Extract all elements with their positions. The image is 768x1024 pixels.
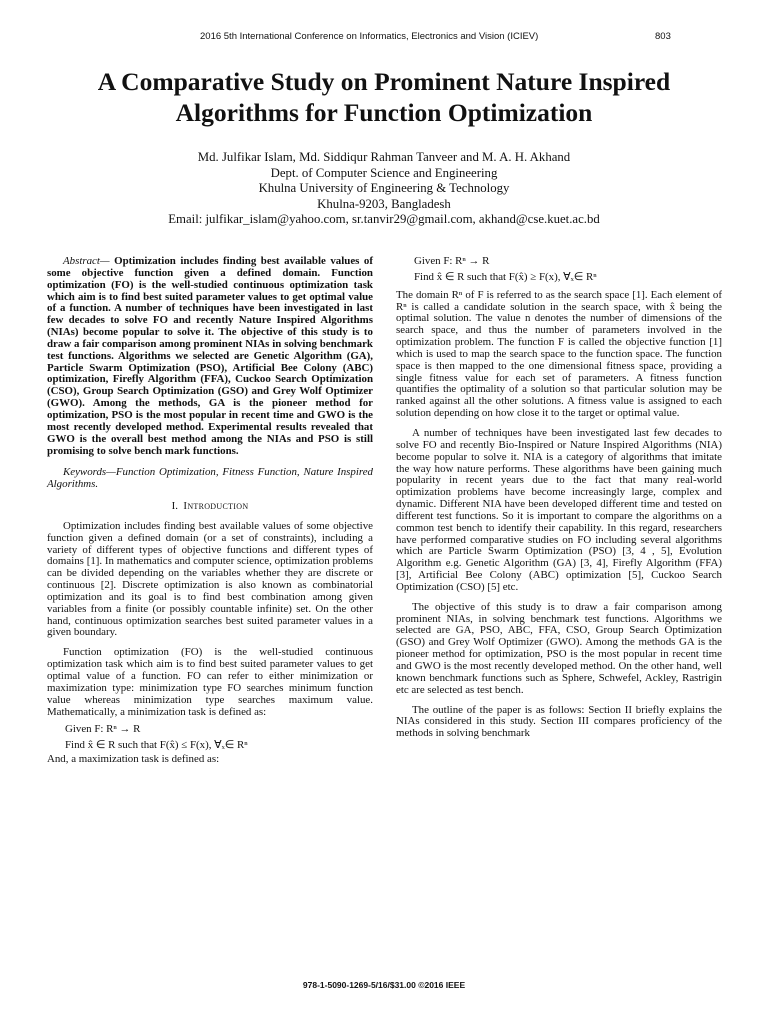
author-university: Khulna University of Engineering & Technology [258, 181, 510, 195]
maximization-find: Find x̂ ∈ R such that F(x̂) ≥ F(x), ∀ₓ∈ Rⁿ [414, 270, 597, 283]
maximization-given: Given F: Rⁿ → R [414, 255, 490, 267]
page-number: 803 [655, 31, 671, 42]
intro-paragraph-1: Optimization includes finding best available values of some objective function given a defined domain (or a set of constraints), including a variety of different types of objective functions and different types of domains [1]. In mathematics and computer science, optimization problems can be divided depending on the variables whether they are discrete or continuous [2]. Discrete optimization is also known as combinatorial optimization and its goal is to find best combination among given variables from a finite (or possibly countable infinite) set. On the other hand, continuous optimization searches best suited parameter values in a given boundary. [47, 519, 373, 639]
abstract [47, 256, 373, 457]
right-column [396, 256, 722, 740]
keywords-text: Function Optimization, Fitness Function, Nature Inspired Algorithms. [47, 466, 373, 491]
author-names: Md. Julfikar Islam, Md. Siddiqur Rahman Tanveer and M. A. H. Akhand [197, 150, 571, 164]
left-column [47, 256, 373, 766]
objective-paragraph: The objective of this study is to draw a fair comparison among prominent NIAs, in solving benchmark test functions. Algorithms we selected are GA, PSO, ABC, FFA, CSO, Group Search Optimization (GSO) and Grey Wolf Optimizer (GWO). Among the methods GA is the pioneer method for optimization, PSO is the most popular in recent time and GWO is the most recently developed method. On the other hand, well known benchmark functions such as Sphere, Schwefel, Ackley, Rastrigin etc are selected as test bench. [396, 600, 722, 696]
keywords-label: Keywords— [63, 466, 116, 479]
outline-paragraph: The outline of the paper is as follows: Section II briefly explains the NIAs considered in this study. Section III compares proficiency of the methods in solving benchmark [396, 703, 722, 740]
abstract-text: Optimization includes finding best available values of some objective function given a defined domain. Function optimization (FO) is the well-studied continuous optimization task which aim is to find best suited parameter values to get optimal value of a function. A number of techniques have been investigated in last few decades to solve FO and recently Nature Inspired Algorithms (NIAs) become popular to solve it. The objective of this study is to draw a fair comparison among prominent NIAs in solving benchmark test functions. Algorithms we selected are Genetic Algorithm (GA), Particle Swarm Optimization (PSO), Artificial Bee Colony (ABC) optimization, Firefly Algorithm (FFA), Cuckoo Search Optimization (CSO), Group Search Optimization (GSO) and Grey Wolf Optimizer (GWO). Among the methods, GA is the pioneer method for optimization, PSO is the most popular in recent time and GWO is the most recently developed method. Experimental results revealed that GWO is the overall best method among the NIAs and PSO is still promising to solve bench mark functions. [47, 255, 373, 457]
maximization-intro: And, a maximization task is defined as: [47, 753, 220, 766]
section-title: Introduction [183, 500, 249, 513]
intro-paragraph-2: Function optimization (FO) is the well-studied continuous optimization task which aim is to find best suited parameter values to get optimal value of a function. FO can refer to either minimization or maximization type: minimization type FO searches minimum function value whereas minimization type searches maximum value. Mathematically, a minimization task is defined as: [47, 646, 373, 718]
author-department: Dept. of Computer Science and Engineering [270, 165, 498, 180]
search-space-paragraph: The domain Rⁿ of F is referred to as the search space [1]. Each element of Rⁿ is called a candidate solution in the search space, with x̂ being the optimal solution. The value n denotes the number of dimensions of the search space, and thus the number of parameters involved in the optimization problem. The function F is called the objective function [1] which is used to map the search space to the function space. The function space is then mapped to the one dimensional fitness space, providing a single fitness value for each set of parameters. A fitness function quantifies the optimality of a solution so that particular solution may be ranked against all the other solutions. A fitness value is assigned to each solution depending on how close it to the target or optimal value. [396, 288, 722, 420]
techniques-paragraph: A number of techniques have been investigated last few decades to solve FO and recently Bio-Inspired or Nature Inspired Algorithms (NIA) become popular to solve it. NIA is a category of algorithms that imitate the way how nature performs. These algorithms have been gaining much popularity in recent years due to the fact that many real-world optimization problems have become increasingly large, complex and dynamic. Different NIA have been developed different time and tested on different test functions. So it is important to compare the algorithms on a common test bench to identify their capability. In this regard, researchers have performed comparative studies on FO including several algorithms which are Particle Swarm Optimization (PSO) [3, 4 , 5], Evolution Algorithm e.g. Genetic Algorithm (GA) [3, 4], Firefly Algorithm (FFA) [3], Artificial Bee Colony (ABC) optimization [5], Cuckoo Search Optimization (CSO) [5] etc. [396, 426, 722, 593]
paper-title: A Comparative Study on Prominent Nature Inspired Algorithms for Function Optimization [97, 67, 671, 127]
author-block [40, 150, 728, 228]
author-emails: Email: julfikar_islam@yahoo.com, sr.tanvir29@gmail.com, akhand@cse.kuet.ac.bd [168, 212, 600, 226]
author-location: Khulna-9203, Bangladesh [317, 196, 451, 211]
section-heading-introduction [47, 501, 373, 513]
minimization-find: Find x̂ ∈ R such that F(x̂) ≤ F(x), ∀ₓ∈ Rⁿ [65, 739, 248, 752]
abstract-label: Abstract— [63, 255, 110, 267]
section-numeral: I. [171, 500, 178, 513]
minimization-given: Given F: Rⁿ → R [65, 723, 141, 736]
conference-name: 2016 5th International Conference on Informatics, Electronics and Vision (ICIEV) [200, 31, 539, 42]
keywords [47, 467, 373, 491]
copyright-footer: 978-1-5090-1269-5/16/$31.00 ©2016 IEEE [302, 980, 466, 990]
